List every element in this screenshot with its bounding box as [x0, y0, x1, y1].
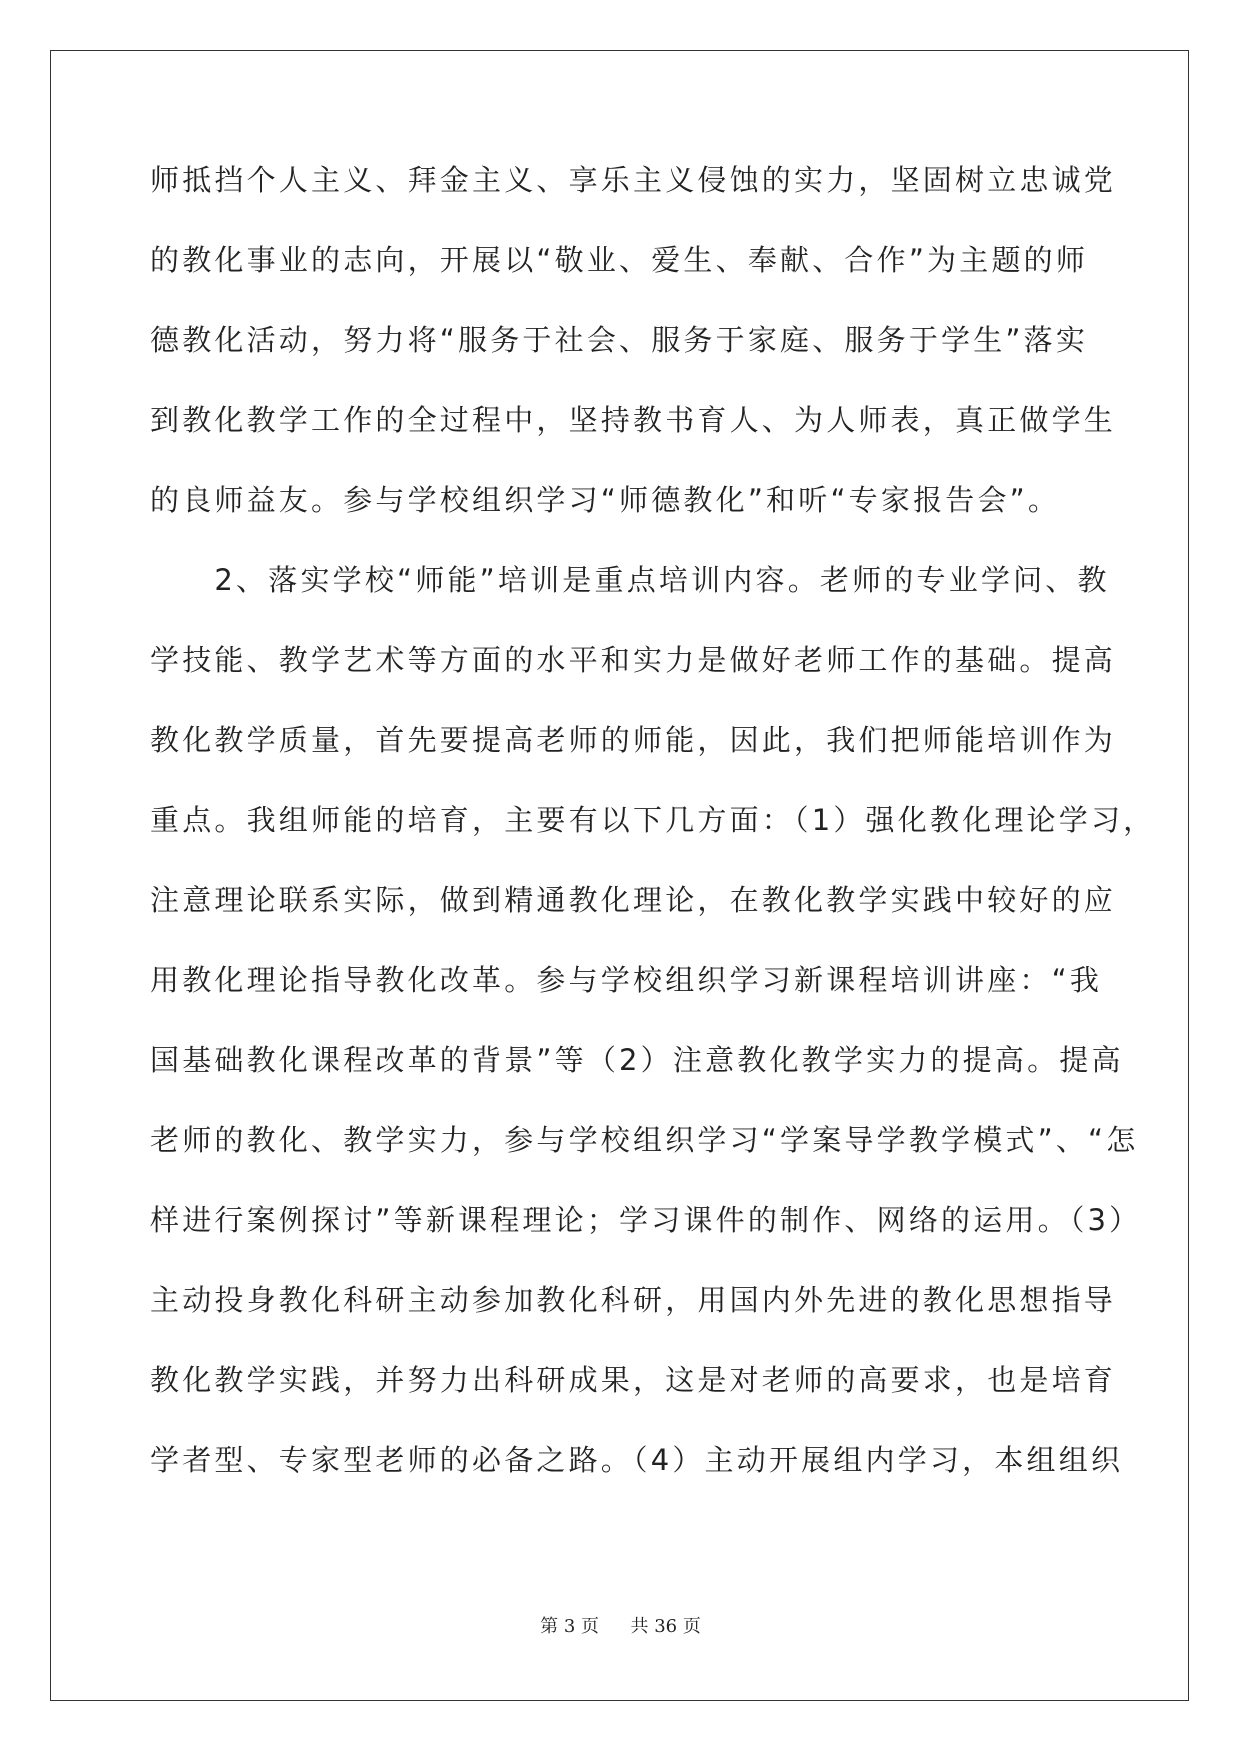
- page-footer: [0, 1612, 1241, 1638]
- text-line: 注意理论联系实际，做到精通教化理论，在教化教学实践中较好的应: [150, 883, 1117, 917]
- text-line: 到教化教学工作的全过程中，坚持教书育人、为人师表，真正做学生: [150, 403, 1117, 437]
- text-line: 学者型、专家型老师的必备之路。（4）主动开展组内学习，本组组织: [150, 1443, 1124, 1477]
- text-line: 的良师益友。参与学校组织学习“师德教化”和听“专家报告会”。: [150, 483, 1061, 517]
- text-line: 2、落实学校“师能”培训是重点培训内容。老师的专业学问、教: [150, 563, 1110, 597]
- text-line: 德教化活动，努力将“服务于社会、服务于家庭、服务于学生”落实: [150, 323, 1089, 357]
- text-line: 教化教学实践，并努力出科研成果，这是对老师的高要求，也是培育: [150, 1363, 1117, 1397]
- text-line: 教化教学质量，首先要提高老师的师能，因此，我们把师能培训作为: [150, 723, 1117, 757]
- page-total: 共 36 页: [630, 1616, 701, 1637]
- text-line: 重点。我组师能的培育，主要有以下几方面：（1）强化教化理论学习，: [150, 803, 1156, 837]
- text-line: 学技能、教学艺术等方面的水平和实力是做好老师工作的基础。提高: [150, 643, 1117, 677]
- text-line: 主动投身教化科研主动参加教化科研，用国内外先进的教化思想指导: [150, 1283, 1117, 1317]
- text-line: 老师的教化、教学实力，参与学校组织学习“学案导学教学模式”、“怎: [150, 1123, 1139, 1157]
- text-line: 国基础教化课程改革的背景”等（2）注意教化教学实力的提高。提高: [150, 1043, 1124, 1077]
- body-text: [150, 160, 1156, 1520]
- text-line: 样进行案例探讨”等新课程理论；学习课件的制作、网络的运用。（3）: [150, 1203, 1142, 1237]
- page-number: 第 3 页: [540, 1616, 600, 1637]
- text-line: 师抵挡个人主义、拜金主义、享乐主义侵蚀的实力，坚固树立忠诚党: [150, 163, 1117, 197]
- text-line: 用教化理论指导教化改革。参与学校组织学习新课程培训讲座：“我: [150, 963, 1103, 997]
- text-line: 的教化事业的志向，开展以“敬业、爱生、奉献、合作”为主题的师: [150, 243, 1089, 277]
